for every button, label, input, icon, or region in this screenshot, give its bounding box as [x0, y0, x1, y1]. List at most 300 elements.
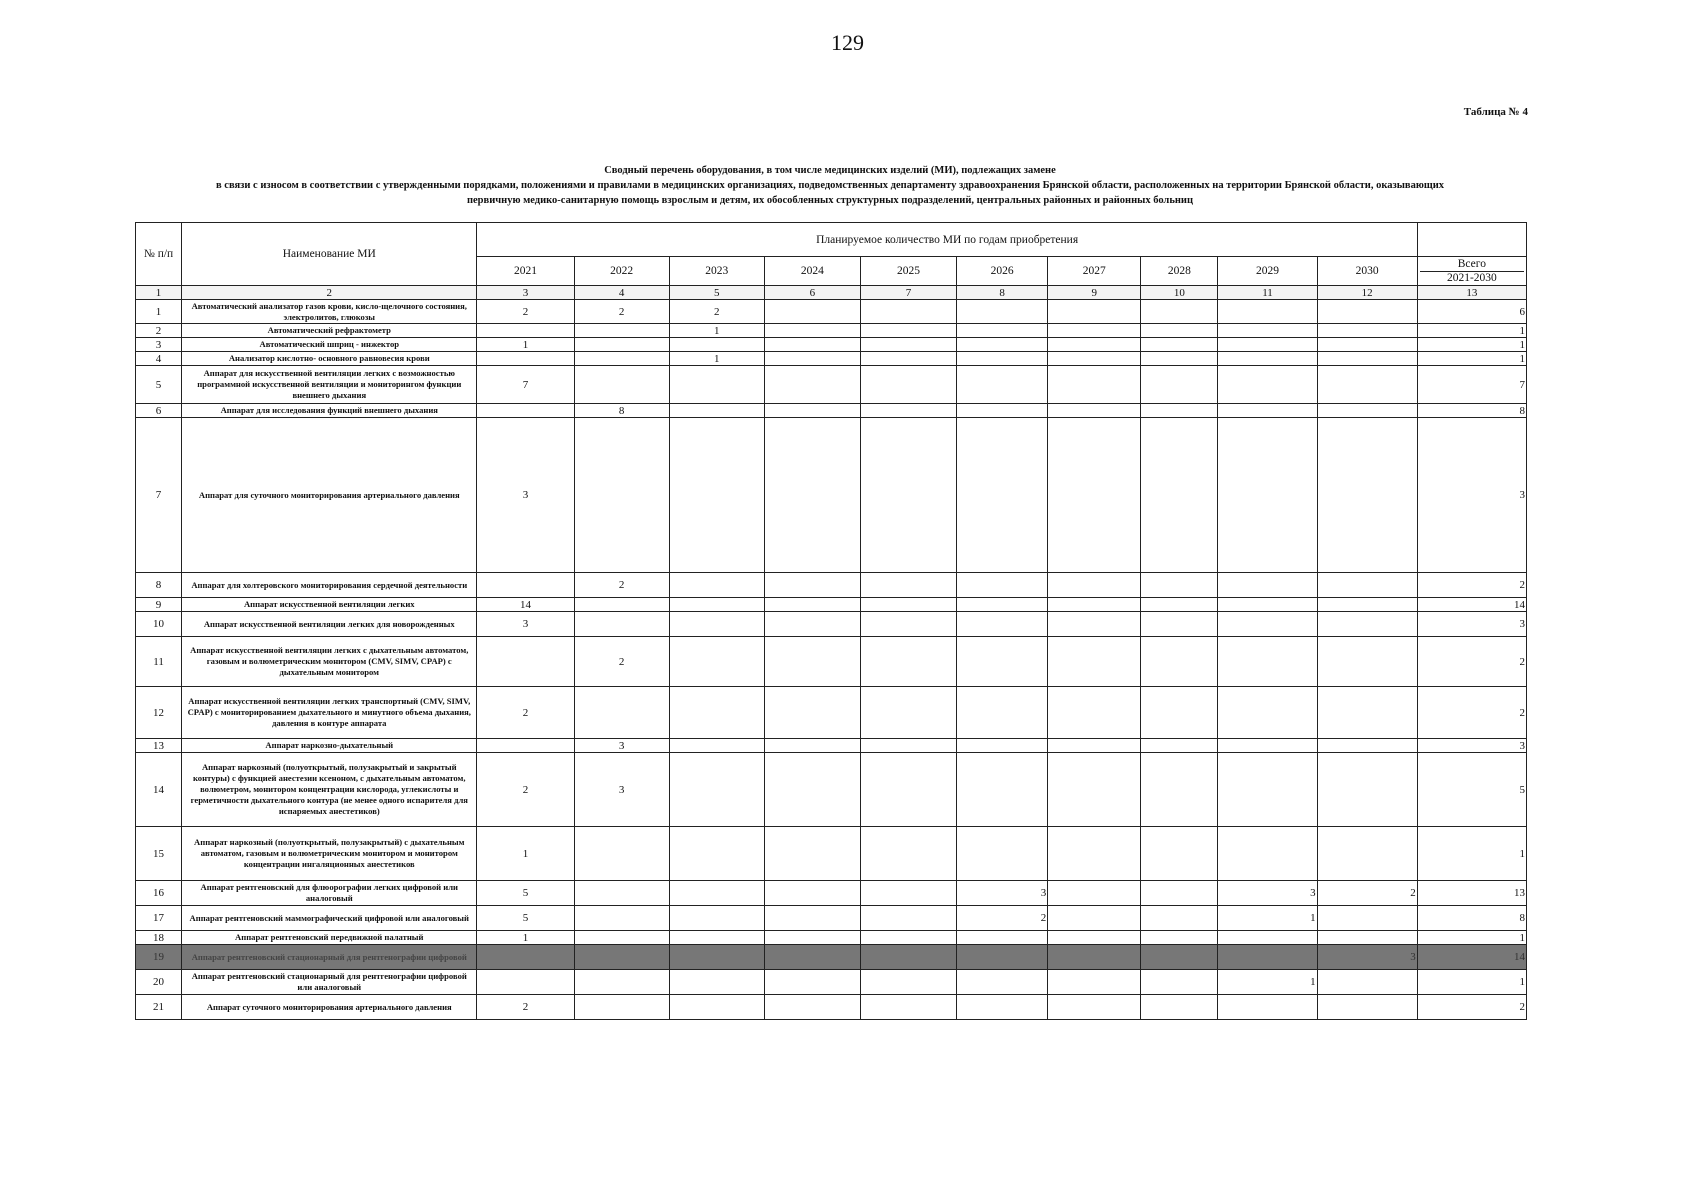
row-number: 1 [136, 300, 182, 324]
column-index: 11 [1218, 286, 1317, 300]
year-quantity [1317, 827, 1417, 881]
year-quantity [669, 573, 764, 598]
row-number: 9 [136, 598, 182, 612]
year-quantity [574, 881, 669, 906]
year-quantity [957, 338, 1048, 352]
header-year: 2026 [957, 257, 1048, 286]
year-quantity [860, 612, 956, 637]
year-quantity: 2 [669, 300, 764, 324]
year-quantity [1141, 637, 1218, 687]
year-quantity [764, 418, 860, 573]
item-name: Аппарат для искусственной вентиляции легких с возможностью программной искусственной вентиляции и мониторингом функции внешнего дыхания [182, 366, 477, 404]
table-row [136, 753, 1527, 827]
row-total: 3 [1417, 612, 1526, 637]
year-quantity [574, 366, 669, 404]
row-number: 13 [136, 739, 182, 753]
table-row [136, 970, 1527, 995]
year-quantity [1218, 366, 1317, 404]
year-quantity [1218, 404, 1317, 418]
year-quantity [1048, 404, 1141, 418]
year-quantity [764, 753, 860, 827]
row-number: 3 [136, 338, 182, 352]
row-total: 7 [1417, 366, 1526, 404]
title-line-1: Сводный перечень оборудования, в том числе медицинских изделий (МИ), подлежащих замене [604, 165, 1056, 176]
year-quantity [1218, 995, 1317, 1020]
year-quantity [1218, 753, 1317, 827]
year-quantity [1048, 931, 1141, 945]
row-total: 6 [1417, 300, 1526, 324]
year-quantity [1317, 995, 1417, 1020]
year-quantity [477, 739, 574, 753]
header-name: Наименование МИ [182, 223, 477, 286]
year-quantity [1048, 418, 1141, 573]
year-quantity: 3 [477, 418, 574, 573]
year-quantity [764, 906, 860, 931]
row-total: 1 [1417, 352, 1526, 366]
year-quantity [957, 687, 1048, 739]
year-quantity [477, 945, 574, 970]
year-quantity [1048, 753, 1141, 827]
year-quantity: 3 [574, 739, 669, 753]
year-quantity [477, 637, 574, 687]
year-quantity: 2 [574, 573, 669, 598]
year-quantity: 2 [477, 995, 574, 1020]
year-quantity [764, 324, 860, 338]
year-quantity [957, 970, 1048, 995]
year-quantity [669, 945, 764, 970]
year-quantity [957, 352, 1048, 366]
year-quantity [669, 827, 764, 881]
year-quantity [1317, 573, 1417, 598]
table-row [136, 612, 1527, 637]
header-year: 2023 [669, 257, 764, 286]
table-row [136, 995, 1527, 1020]
year-quantity [669, 366, 764, 404]
item-name: Аппарат искусственной вентиляции легких с дыхательным автоматом, газовым и волюметрическим монитором (CMV, SIMV, CPAP) с дыхательным монитором [182, 637, 477, 687]
header-year: 2025 [860, 257, 956, 286]
year-quantity [1141, 352, 1218, 366]
year-quantity [860, 637, 956, 687]
row-number: 5 [136, 366, 182, 404]
header-total-range: 2021-2030 [1446, 271, 1497, 284]
year-quantity [574, 687, 669, 739]
year-quantity [764, 827, 860, 881]
item-name: Аппарат рентгеновский стационарный для рентгенографии цифровой [182, 945, 477, 970]
row-total: 8 [1417, 404, 1526, 418]
year-quantity [1141, 995, 1218, 1020]
year-quantity [574, 945, 669, 970]
row-number: 8 [136, 573, 182, 598]
year-quantity [477, 404, 574, 418]
item-name: Аппарат наркозный (полуоткрытый, полузакрытый) с дыхательным автоматом, газовым и волюметрическим монитором и монитором концентрации ингаляционных анестетиков [182, 827, 477, 881]
item-name: Автоматический шприц - инжектор [182, 338, 477, 352]
year-quantity [669, 418, 764, 573]
year-quantity [1141, 366, 1218, 404]
year-quantity [669, 906, 764, 931]
year-quantity [860, 827, 956, 881]
year-quantity [1048, 300, 1141, 324]
year-quantity [764, 598, 860, 612]
year-quantity [957, 753, 1048, 827]
row-number: 14 [136, 753, 182, 827]
row-total: 2 [1417, 637, 1526, 687]
year-quantity: 8 [574, 404, 669, 418]
year-quantity [1141, 881, 1218, 906]
year-quantity [1141, 338, 1218, 352]
year-quantity [574, 338, 669, 352]
item-name: Анализатор кислотно- основного равновесия крови [182, 352, 477, 366]
item-name: Аппарат для исследования функций внешнего дыхания [182, 404, 477, 418]
year-quantity [1141, 324, 1218, 338]
item-name: Аппарат для холтеровского мониторирования сердечной деятельности [182, 573, 477, 598]
year-quantity [1317, 753, 1417, 827]
row-total: 1 [1417, 931, 1526, 945]
page-number: 129 [831, 30, 864, 55]
year-quantity [957, 573, 1048, 598]
item-name: Аппарат рентгеновский стационарный для рентгенографии цифровой или аналоговый [182, 970, 477, 995]
year-quantity [860, 881, 956, 906]
row-total: 13 [1417, 881, 1526, 906]
year-quantity [1141, 827, 1218, 881]
year-quantity [477, 352, 574, 366]
year-quantity [1048, 637, 1141, 687]
item-name: Аппарат рентгеновский передвижной палатный [182, 931, 477, 945]
year-quantity: 2 [957, 906, 1048, 931]
year-quantity [574, 352, 669, 366]
table-row [136, 338, 1527, 352]
row-total: 14 [1417, 945, 1526, 970]
year-quantity [1317, 366, 1417, 404]
row-total: 2 [1417, 573, 1526, 598]
year-quantity [1141, 573, 1218, 598]
year-quantity: 2 [574, 637, 669, 687]
table-row [136, 931, 1527, 945]
header-year: 2028 [1141, 257, 1218, 286]
year-quantity [860, 352, 956, 366]
year-quantity [860, 598, 956, 612]
year-quantity [574, 324, 669, 338]
row-total: 1 [1417, 970, 1526, 995]
year-quantity [1317, 739, 1417, 753]
row-total: 3 [1417, 739, 1526, 753]
row-total: 2 [1417, 995, 1526, 1020]
year-quantity [1048, 945, 1141, 970]
header-year: 2027 [1048, 257, 1141, 286]
year-quantity: 3 [957, 881, 1048, 906]
year-quantity [1141, 300, 1218, 324]
row-total: 14 [1417, 598, 1526, 612]
item-name: Аппарат суточного мониторирования артериального давления [182, 995, 477, 1020]
year-quantity [1317, 612, 1417, 637]
table-row [136, 324, 1527, 338]
equipment-table [135, 222, 1527, 1020]
year-quantity [1141, 404, 1218, 418]
item-name: Аппарат наркозный (полуоткрытый, полузакрытый и закрытый контуры) с функцией анестезии ксеноном, с дыхательным автоматом, волюметром, монитором концентрации кислорода, углекислоты и герметичности дыхательного контура (не менее одного испарителя для испаряемых анестетиков) [182, 753, 477, 827]
year-quantity: 2 [1317, 881, 1417, 906]
year-quantity [1317, 687, 1417, 739]
year-quantity [1218, 931, 1317, 945]
header-planned: Планируемое количество МИ по годам приобретения [477, 223, 1417, 257]
header-num: № п/п [136, 223, 182, 286]
row-total: 5 [1417, 753, 1526, 827]
item-name: Аппарат искусственной вентиляции легких транспортный (CMV, SIMV, CPAP) с мониторированием дыхательного и минутного объема дыхания, давления в контуре аппарата [182, 687, 477, 739]
year-quantity [860, 945, 956, 970]
year-quantity [1317, 931, 1417, 945]
year-quantity [764, 945, 860, 970]
year-quantity [1218, 338, 1317, 352]
year-quantity [477, 573, 574, 598]
table-row [136, 906, 1527, 931]
row-total: 8 [1417, 906, 1526, 931]
table-row [136, 418, 1527, 573]
year-quantity [1141, 612, 1218, 637]
year-quantity [1048, 338, 1141, 352]
header-total-blank [1417, 223, 1526, 257]
year-quantity [669, 739, 764, 753]
column-index: 8 [957, 286, 1048, 300]
year-quantity [1141, 945, 1218, 970]
item-name: Аппарат искусственной вентиляции легких [182, 598, 477, 612]
year-quantity [574, 906, 669, 931]
year-quantity [1048, 573, 1141, 598]
year-quantity [1317, 906, 1417, 931]
year-quantity [764, 338, 860, 352]
year-quantity [1048, 827, 1141, 881]
column-index: 9 [1048, 286, 1141, 300]
year-quantity: 1 [477, 338, 574, 352]
year-quantity: 1 [1218, 970, 1317, 995]
year-quantity [1141, 687, 1218, 739]
year-quantity [1141, 598, 1218, 612]
table-row [136, 827, 1527, 881]
column-index: 10 [1141, 286, 1218, 300]
column-index: 2 [182, 286, 477, 300]
year-quantity [957, 827, 1048, 881]
year-quantity [1218, 324, 1317, 338]
year-quantity [1048, 739, 1141, 753]
year-quantity [1141, 906, 1218, 931]
year-quantity [1048, 970, 1141, 995]
year-quantity [860, 931, 956, 945]
header-year: 2029 [1218, 257, 1317, 286]
row-total: 2 [1417, 687, 1526, 739]
year-quantity [669, 404, 764, 418]
row-number: 10 [136, 612, 182, 637]
row-number: 15 [136, 827, 182, 881]
year-quantity [860, 300, 956, 324]
year-quantity [669, 598, 764, 612]
table-row [136, 739, 1527, 753]
row-number: 19 [136, 945, 182, 970]
year-quantity [1218, 637, 1317, 687]
year-quantity [669, 612, 764, 637]
year-quantity [957, 612, 1048, 637]
table-row [136, 945, 1527, 970]
item-name: Автоматический рефрактометр [182, 324, 477, 338]
row-total: 3 [1417, 418, 1526, 573]
year-quantity: 14 [477, 598, 574, 612]
year-quantity [1218, 612, 1317, 637]
table-row [136, 300, 1527, 324]
column-index-row [136, 286, 1527, 300]
year-quantity [860, 687, 956, 739]
year-quantity [860, 995, 956, 1020]
year-quantity [1317, 404, 1417, 418]
year-quantity [1218, 687, 1317, 739]
year-quantity [860, 753, 956, 827]
year-quantity [1048, 598, 1141, 612]
year-quantity [1218, 945, 1317, 970]
year-quantity [1218, 827, 1317, 881]
year-quantity [957, 366, 1048, 404]
year-quantity [1048, 687, 1141, 739]
year-quantity [860, 418, 956, 573]
year-quantity: 7 [477, 366, 574, 404]
header-total-label: Всего [1420, 258, 1524, 272]
row-number: 4 [136, 352, 182, 366]
year-quantity [1141, 418, 1218, 573]
row-total: 1 [1417, 324, 1526, 338]
item-name: Аппарат рентгеновский для флюорографии легких цифровой или аналоговый [182, 881, 477, 906]
column-index: 7 [860, 286, 956, 300]
year-quantity [477, 970, 574, 995]
column-index: 5 [669, 286, 764, 300]
year-quantity [957, 324, 1048, 338]
table-row [136, 404, 1527, 418]
year-quantity [957, 404, 1048, 418]
table-row [136, 637, 1527, 687]
year-quantity [764, 931, 860, 945]
year-quantity [764, 970, 860, 995]
year-quantity [669, 338, 764, 352]
year-quantity: 2 [477, 687, 574, 739]
row-number: 20 [136, 970, 182, 995]
year-quantity [957, 945, 1048, 970]
header-year: 2021 [477, 257, 574, 286]
year-quantity [1317, 352, 1417, 366]
year-quantity [1048, 352, 1141, 366]
year-quantity: 5 [477, 906, 574, 931]
item-name: Аппарат наркозно-дыхательный [182, 739, 477, 753]
column-index: 1 [136, 286, 182, 300]
year-quantity: 2 [477, 300, 574, 324]
year-quantity [1317, 300, 1417, 324]
table-label: Таблица № 4 [1463, 106, 1528, 118]
year-quantity [1218, 739, 1317, 753]
year-quantity [1317, 970, 1417, 995]
year-quantity [764, 404, 860, 418]
year-quantity [1317, 338, 1417, 352]
year-quantity [1048, 995, 1141, 1020]
item-name: Аппарат искусственной вентиляции легких для новорожденных [182, 612, 477, 637]
year-quantity: 3 [1317, 945, 1417, 970]
year-quantity [764, 637, 860, 687]
year-quantity [669, 931, 764, 945]
year-quantity [1141, 739, 1218, 753]
year-quantity [574, 612, 669, 637]
year-quantity [669, 687, 764, 739]
row-number: 18 [136, 931, 182, 945]
item-name: Аппарат для суточного мониторирования артериального давления [182, 418, 477, 573]
table-row [136, 598, 1527, 612]
title-line-2: в связи с износом в соответствии с утвержденными порядками, положениями и правилами в медицинских организациях, подведомственных департаменту здравоохранения Брянской области, расположенных на территории Брянской области, оказывающих [215, 180, 1445, 191]
year-quantity [477, 324, 574, 338]
year-quantity [957, 300, 1048, 324]
header-year: 2024 [764, 257, 860, 286]
header-year: 2030 [1317, 257, 1417, 286]
year-quantity [764, 366, 860, 404]
year-quantity [574, 931, 669, 945]
table-row [136, 881, 1527, 906]
year-quantity [1317, 637, 1417, 687]
year-quantity [1048, 324, 1141, 338]
title-line-3: первичную медико-санитарную помощь взрослым и детям, их обособленных структурных подразделений, центральных районных и районных больниц [466, 195, 1194, 206]
year-quantity [669, 637, 764, 687]
year-quantity [860, 739, 956, 753]
year-quantity [957, 931, 1048, 945]
year-quantity [764, 739, 860, 753]
year-quantity [669, 995, 764, 1020]
year-quantity [957, 418, 1048, 573]
row-number: 7 [136, 418, 182, 573]
column-index: 13 [1417, 286, 1526, 300]
year-quantity: 3 [477, 612, 574, 637]
year-quantity [1218, 418, 1317, 573]
year-quantity [1317, 418, 1417, 573]
year-quantity [1218, 352, 1317, 366]
item-name: Аппарат рентгеновский маммографический цифровой или аналоговый [182, 906, 477, 931]
year-quantity [574, 970, 669, 995]
year-quantity [1048, 366, 1141, 404]
row-number: 11 [136, 637, 182, 687]
year-quantity [957, 995, 1048, 1020]
year-quantity [669, 881, 764, 906]
year-quantity: 1 [1218, 906, 1317, 931]
document-title [120, 163, 1540, 208]
row-number: 12 [136, 687, 182, 739]
year-quantity [669, 753, 764, 827]
table-row [136, 352, 1527, 366]
year-quantity [764, 612, 860, 637]
year-quantity [1218, 573, 1317, 598]
year-quantity [860, 404, 956, 418]
year-quantity [764, 881, 860, 906]
year-quantity: 2 [477, 753, 574, 827]
year-quantity [1048, 612, 1141, 637]
year-quantity: 1 [669, 352, 764, 366]
column-index: 12 [1317, 286, 1417, 300]
year-quantity [1141, 970, 1218, 995]
year-quantity [957, 739, 1048, 753]
year-quantity [669, 970, 764, 995]
year-quantity [764, 300, 860, 324]
year-quantity: 1 [669, 324, 764, 338]
year-quantity: 1 [477, 931, 574, 945]
year-quantity [764, 352, 860, 366]
year-quantity [1141, 753, 1218, 827]
year-quantity [574, 995, 669, 1020]
year-quantity [574, 827, 669, 881]
year-quantity [1048, 906, 1141, 931]
year-quantity: 3 [1218, 881, 1317, 906]
row-number: 16 [136, 881, 182, 906]
year-quantity [957, 637, 1048, 687]
row-total: 1 [1417, 338, 1526, 352]
column-index: 6 [764, 286, 860, 300]
header-year: 2022 [574, 257, 669, 286]
year-quantity [1218, 300, 1317, 324]
year-quantity [1218, 598, 1317, 612]
